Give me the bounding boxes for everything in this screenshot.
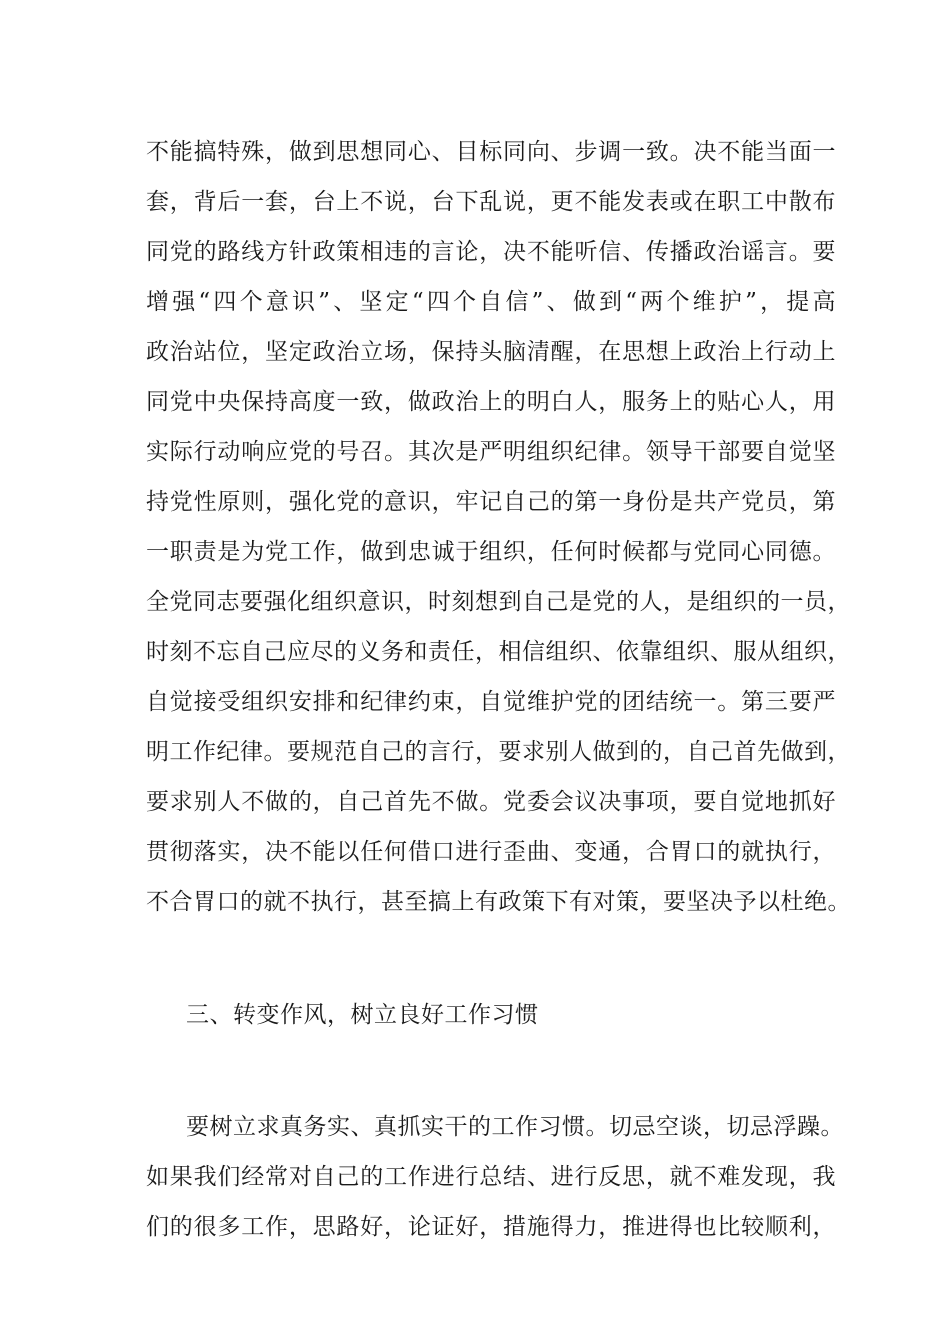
section-heading: 三、转变作风，树立良好工作习惯 bbox=[186, 1002, 539, 1028]
paragraph1-line-11: 时刻不忘自己应尽的义务和责任，相信组织、依靠组织、服从组织， bbox=[146, 639, 851, 665]
paragraph2-line-3: 们的很多工作，思路好，论证好，措施得力，推进得也比较顺利， bbox=[146, 1214, 836, 1240]
paragraph1-line-3: 同党的路线方针政策相违的言论，决不能听信、传播政治谣言。要 bbox=[146, 239, 836, 265]
paragraph1-line-7: 实际行动响应党的号召。其次是严明组织纪律。领导干部要自觉坚 bbox=[146, 439, 836, 465]
paragraph1-line-12: 自觉接受组织安排和纪律约束，自觉维护党的团结统一。第三要严 bbox=[146, 689, 836, 715]
paragraph1-line-16: 不合胃口的就不执行，甚至搞上有政策下有对策，要坚决予以杜绝。 bbox=[146, 889, 851, 915]
paragraph1-line-1: 不能搞特殊，做到思想同心、目标同向、步调一致。决不能当面一 bbox=[146, 139, 836, 165]
paragraph1-line-9: 一职责是为党工作，做到忠诚于组织，任何时候都与党同心同德。 bbox=[146, 539, 836, 565]
paragraph1-line-4: 增强“四个意识”、坚定“四个自信”、做到“两个维护”，提高 bbox=[146, 289, 836, 315]
paragraph1-line-10: 全党同志要强化组织意识，时刻想到自己是党的人，是组织的一员， bbox=[146, 589, 851, 615]
paragraph2-line-2: 如果我们经常对自己的工作进行总结、进行反思，就不难发现，我 bbox=[146, 1164, 836, 1190]
paragraph1-line-8: 持党性原则，强化党的意识，牢记自己的第一身份是共产党员，第 bbox=[146, 489, 836, 515]
paragraph1-line-2: 套，背后一套，台上不说，台下乱说，更不能发表或在职工中散布 bbox=[146, 189, 836, 215]
paragraph1-line-5: 政治站位，坚定政治立场，保持头脑清醒，在思想上政治上行动上 bbox=[146, 339, 836, 365]
paragraph1-line-14: 要求别人不做的，自己首先不做。党委会议决事项，要自觉地抓好 bbox=[146, 789, 836, 815]
paragraph1-line-15: 贯彻落实，决不能以任何借口进行歪曲、变通，合胃口的就执行， bbox=[146, 839, 836, 865]
paragraph1-line-13: 明工作纪律。要规范自己的言行，要求别人做到的，自己首先做到， bbox=[146, 739, 851, 765]
paragraph2-line-1: 要树立求真务实、真抓实干的工作习惯。切忌空谈，切忌浮躁。 bbox=[186, 1114, 844, 1140]
paragraph1-line-6: 同党中央保持高度一致，做政治上的明白人，服务上的贴心人，用 bbox=[146, 389, 836, 415]
